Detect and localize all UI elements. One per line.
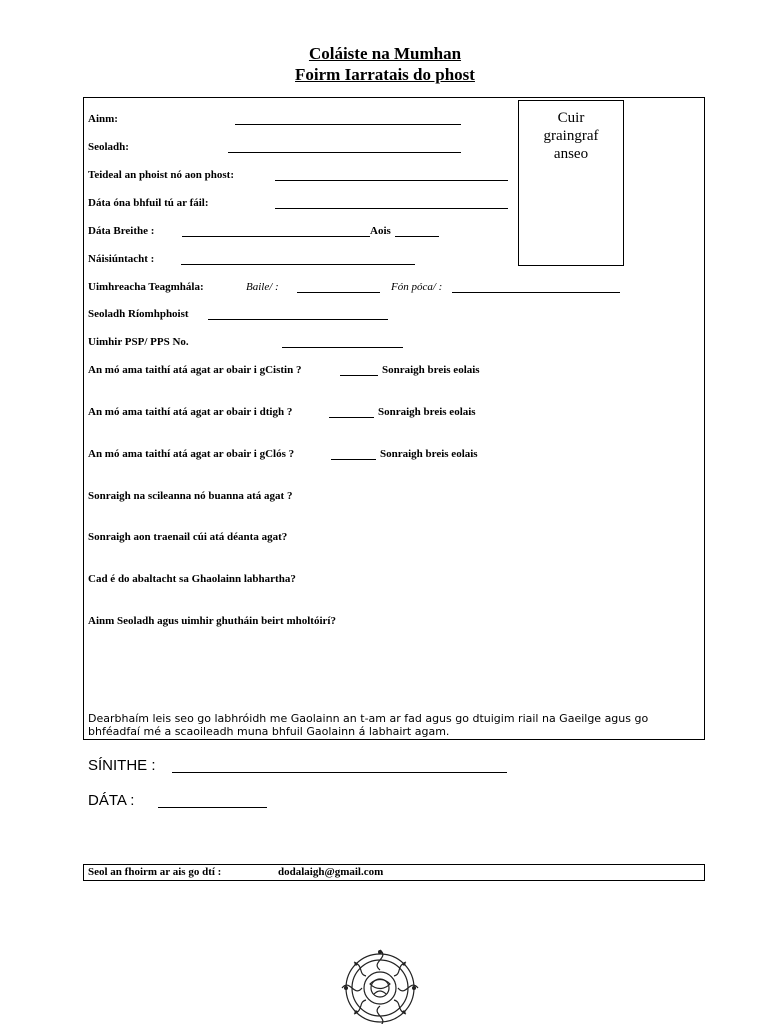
form-title: Foirm Iarratais do phost bbox=[295, 65, 475, 84]
house-question: An mó ama taithí atá agat ar obair i dtigh ? bbox=[88, 406, 293, 418]
yard-question: An mó ama taithí atá agat ar obair i gClós ? bbox=[88, 448, 295, 460]
age-label: Aois bbox=[370, 225, 391, 237]
name-label: Ainm: bbox=[88, 113, 118, 125]
irish-ability-question: Cad é do abaltacht sa Ghaolainn labhartha? bbox=[88, 573, 296, 585]
signature-field[interactable] bbox=[172, 772, 507, 773]
photo-box-line2: graingraf bbox=[543, 128, 599, 144]
send-back-label: Seol an fhoirm ar ais go dtí : bbox=[88, 866, 222, 878]
return-email[interactable]: dodalaigh@gmail.com bbox=[278, 866, 384, 878]
kitchen-more-info: Sonraigh breis eolais bbox=[382, 364, 480, 376]
date-label: DÁTA : bbox=[88, 792, 135, 809]
email-field[interactable] bbox=[208, 319, 388, 320]
dob-field[interactable] bbox=[182, 236, 370, 237]
signed-label: SÍNITHE : bbox=[88, 757, 156, 774]
available-date-label: Dáta óna bhfuil tú ar fáil: bbox=[88, 197, 209, 209]
email-label: Seoladh Ríomhphoist bbox=[88, 308, 189, 320]
job-title-label: Teideal an phoist nó aon phost: bbox=[88, 169, 235, 181]
kitchen-question: An mó ama taithí atá agat ar obair i gCistin ? bbox=[88, 364, 302, 376]
address-field[interactable] bbox=[228, 152, 461, 153]
name-field[interactable] bbox=[235, 124, 461, 125]
yard-answer-field[interactable] bbox=[331, 459, 376, 460]
pps-label: Uimhir PSP/ PPS No. bbox=[88, 336, 189, 348]
age-field[interactable] bbox=[395, 236, 439, 237]
photo-box-line1: Cuir bbox=[557, 110, 585, 126]
job-title-field[interactable] bbox=[275, 180, 508, 181]
kitchen-answer-field[interactable] bbox=[340, 375, 378, 376]
dob-label: Dáta Breithe : bbox=[88, 225, 155, 237]
pps-field[interactable] bbox=[282, 347, 403, 348]
declaration-text: Dearbhaím leis seo go labhróidh me Gaolainn an t-am ar fad agus go dtuigim riail na Gaeilge agus go bhféadfaí mé a scaoileadh muna bhfuil Gaolainn á labhairt agam. bbox=[88, 712, 649, 738]
training-question: Sonraigh aon traenail cúi atá déanta agat? bbox=[88, 531, 288, 543]
house-answer-field[interactable] bbox=[329, 417, 374, 418]
photo-box[interactable] bbox=[518, 100, 624, 266]
home-phone-label: Baile/ : bbox=[246, 281, 279, 293]
yard-more-info: Sonraigh breis eolais bbox=[380, 448, 478, 460]
school-title: Coláiste na Mumhan bbox=[308, 44, 462, 63]
nationality-label: Náisiúntacht : bbox=[88, 253, 155, 265]
mobile-phone-field[interactable] bbox=[452, 292, 620, 293]
house-more-info: Sonraigh breis eolais bbox=[378, 406, 476, 418]
nationality-field[interactable] bbox=[181, 264, 415, 265]
celtic-seal-icon bbox=[330, 944, 430, 1024]
address-label: Seoladh: bbox=[88, 141, 129, 153]
mobile-phone-label: Fón póca/ : bbox=[391, 281, 443, 293]
skills-question: Sonraigh na scileanna nó buanna atá agat ? bbox=[88, 490, 293, 502]
contact-numbers-label: Uimhreacha Teagmhála: bbox=[88, 281, 204, 293]
available-date-field[interactable] bbox=[275, 208, 508, 209]
referees-question: Ainm Seoladh agus uimhir ghutháin beirt mholtóirí? bbox=[88, 615, 336, 627]
date-field[interactable] bbox=[158, 807, 267, 808]
photo-box-line3: anseo bbox=[553, 146, 589, 162]
home-phone-field[interactable] bbox=[297, 292, 380, 293]
